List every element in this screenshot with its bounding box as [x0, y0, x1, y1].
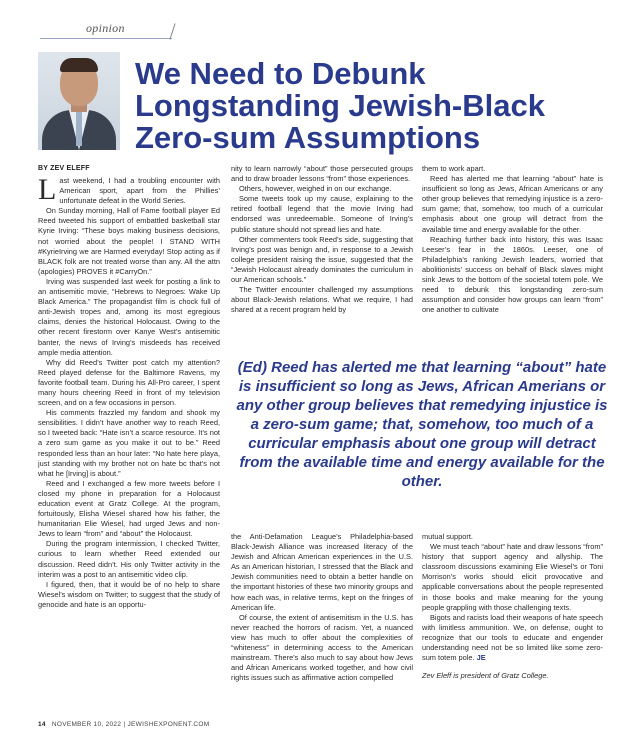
paragraph: Other commenters took Reed’s side, suggesting that Irving’s post was benign and, in response to a Jewish college president raising the issue, suggested that the “Jewish Holocaust already dominates the curriculum in our American schools.” — [231, 234, 413, 285]
paragraph: Bigots and racists load their weapons of hate speech with limitless ammunition. We, on defense, ought to recognize that our tools to educate and engender understanding need not be so limited like some zero-sum totem pole. JE — [422, 612, 603, 663]
paragraph: Some tweets took up my cause, explaining to the retired football legend that the movie Irving had endorsed was unredeemable. Someone of Irving’s public stature should not spread lies and hate. — [231, 194, 413, 234]
paragraph: Reed and I exchanged a few more tweets before I closed my phone in preparation for a Holocaust education event at Gratz College. At the program, fortuitously, Elisha Wiesel shared how his father, the humanitarian Elie Wiesel, had urged Jews and non-Jews to learn “from” and “about” the Holocaust. — [38, 478, 220, 539]
end-mark: JE — [476, 653, 486, 663]
section-rule — [40, 38, 172, 39]
author-photo — [38, 52, 120, 150]
paragraph: We must teach “about” hate and draw lessons “from” history that support agency and allyship. The classroom discussions examining Elie Wiesel’s or Toni Morrison’s works should elicit provocative and applicable conversations about the people represented in those books and make meaning for the young people grappling with those challenging texts. — [422, 542, 603, 612]
article-column-4 — [231, 532, 413, 683]
paragraph: Why did Reed’s Twitter post catch my attention? Reed played defense for the Baltimore Ravens, my favorite football team. During his All-Pro career, I spent many hours cheering Reed in front of my television screen, and on a few occasions in person. — [38, 357, 220, 408]
page-footer — [38, 721, 209, 728]
paragraph: His comments frazzled my fandom and shook my sensibilities. I didn’t have another way to reach Reed, so I tweeted back: “Hate isn’t a scarce resource. It’s not a zero sum game as you make it out to be.” Reed responded less than an hour later: “No hate here playa, just standing with my brother not on hate bc that’s not what he [Irving] is about.” — [38, 408, 220, 478]
paragraph: Of course, the extent of antisemitism in the U.S. has never reached the horrors of racism. Yet, a nuanced view has much to offer about the complexities of “whiteness” in determining access to the American mainstream. There’s also much to say about how Jews and African Americans worked together, and how civil rights issues such as affirmative action compelled — [231, 612, 413, 683]
article-column-1 — [38, 173, 220, 610]
paragraph: Others, however, weighed in on our exchange. — [239, 184, 392, 194]
headline-line-1: We Need to Debunk — [135, 56, 426, 91]
paragraph: Last weekend, I had a troubling encounter with American sport, apart from the Phillies’ unfortunate defeat in the World Series. — [38, 173, 220, 206]
page-number: 14 — [38, 721, 46, 728]
paragraph: Reed has alerted me that learning “about” hate is insufficient so long as Jews, African Americans or any other group believes that remedying injustice is a zero-sum game; that, somehow, too much of a curricular emphasis about one group will detract from the available time and energy available for the other. — [422, 174, 603, 234]
article-column-2 — [231, 164, 413, 315]
section-label-text: opinion — [86, 21, 125, 35]
drop-cap: L — [38, 173, 57, 206]
article-column-5 — [422, 532, 603, 681]
headline — [135, 58, 615, 154]
paragraph: Irving was suspended last week for posting a link to an antisemitic movie, “Hebrews to Negroes: Wake Up Black America.” The propagandist film is chock full of anti-Jewish tropes and, among its most egregious claims, denies the historical Holocaust. Owing to the other recent firestorm over Kanye West’s antisemitic banter, the news of Irving’s misdeeds has received ample media attention. — [38, 276, 220, 357]
section-label — [40, 20, 140, 42]
byline: BY ZEV ELEFF — [38, 165, 90, 172]
paragraph: Reaching further back into history, this was Isaac Leeser’s fear in the 1860s. Leeser, one of Philadelphia’s ranking Jewish leaders, worried that abolitionists’ success on behalf of Black slaves might sink Jews to the bottom of the societal totem pole. We need to debunk this longstanding zero-sum assumption and consider how groups can learn “from” one another to cultivate — [422, 234, 603, 315]
paragraph: The Twitter encounter challenged my assumptions about Black-Jewish relations. What we require, I had shared at a recent program held by — [231, 285, 413, 315]
footer-text: NOVEMBER 10, 2022 | JEWISHEXPONENT.COM — [51, 721, 210, 728]
paragraph: mutual support. — [422, 532, 473, 541]
section-slash — [169, 23, 175, 39]
pull-quote: (Ed) Reed has alerted me that learning “about” hate is insufficient so long as Jews, African Amerians or any other group believes that remedying injustice is a zero-sum game; that, somehow, too much of a curricular emphasis about one group will detract from the available time and energy available for the other. — [236, 359, 608, 490]
article-column-3 — [422, 164, 603, 315]
paragraph: them to work apart. — [422, 164, 486, 173]
paragraph: the Anti-Defamation League’s Philadelphia-based Black-Jewish Alliance was increased literacy of the Jewish and African American experiences in the U.S. As an American historian, I stressed that the Black and Jewish communities need to obtain a better handle on the important histories of these two minority groups and how each was, in relative terms, kept on the fringes of American life. — [231, 532, 413, 612]
headline-line-3: Zero-sum Assumptions — [135, 120, 481, 155]
headline-line-2: Longstanding Jewish-Black — [135, 88, 545, 123]
paragraph: I figured, then, that it would be of no help to share Wiesel’s wisdom on Twitter; to suggest that the study of genocide and hate is an opportu- — [38, 579, 220, 609]
paragraph: During the program intermission, I checked Twitter, curious to learn whether Reed extended our discussion. Reed didn’t. His only Twitter activity in the interim was a post to an antisemitic video clip. — [38, 539, 220, 579]
author-tagline: Zev Eleff is president of Gratz College. — [422, 671, 549, 681]
paragraph: nity to learn narrowly “about” those persecuted groups and to draw broader lessons “from” those experiences. — [231, 164, 413, 184]
paragraph: On Sunday morning, Hall of Fame football player Ed Reed tweeted his support of embattled basketball star Kyrie Irving: “These boys making business decisions, not worried about the people! I STAND WITH #KyrieIrving we are Harmed everyday! Stop acting as if BLACK folk are not treated worse than any. All the attn (apologies) PROVES it #CarryOn.” — [38, 206, 220, 276]
